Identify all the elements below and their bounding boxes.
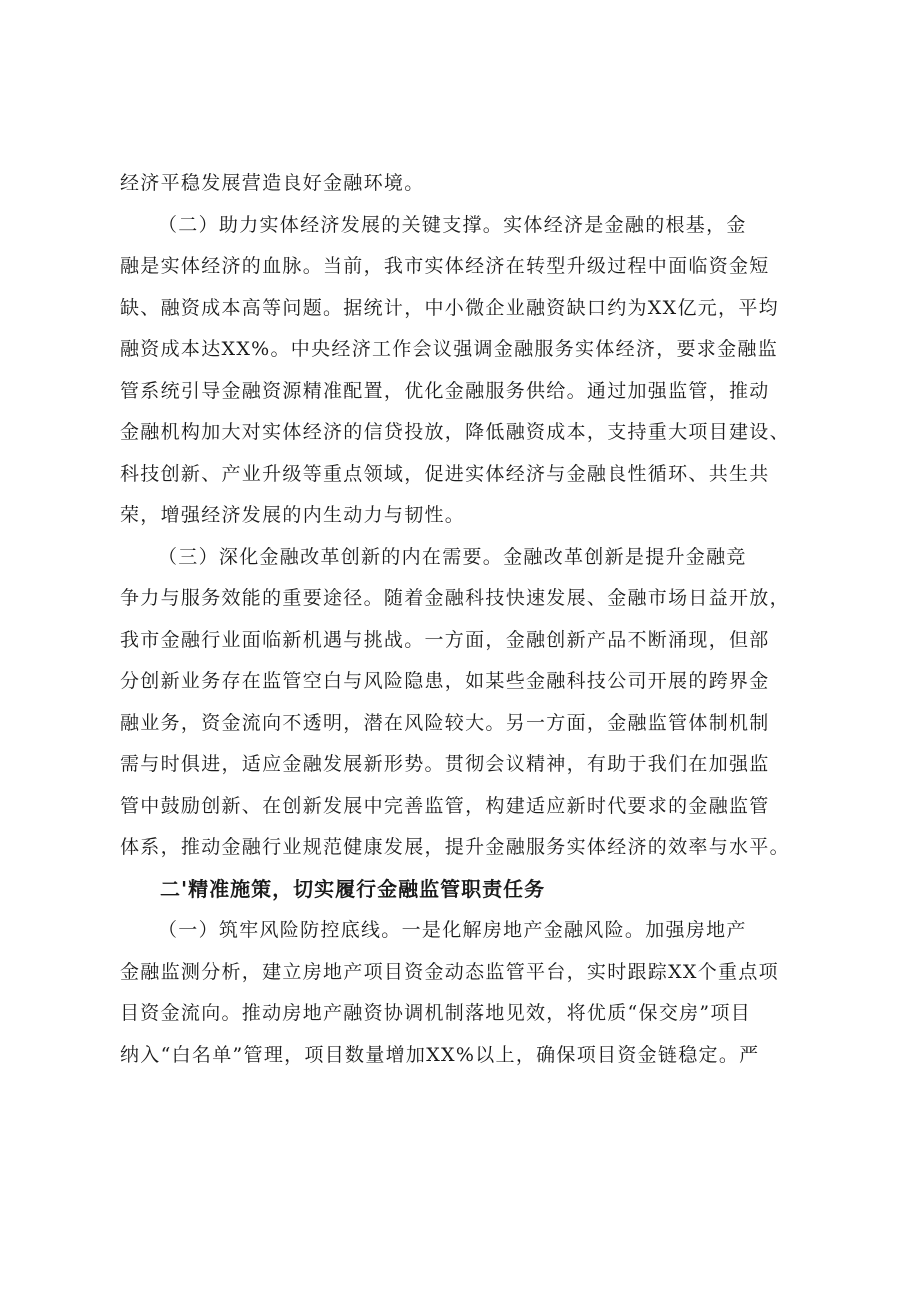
text-line: 争力与服务效能的重要途径。随着金融科技快速发展、金融市场日益开放，	[120, 587, 790, 609]
text-line: 融是实体经济的血脉。当前，我市实体经济在转型升级过程中面临资金短	[120, 255, 770, 277]
text-line: 科技创新、产业升级等重点领域，促进实体经济与金融良性循环、共生共	[120, 462, 770, 485]
text-line: （二）助力实体经济发展的关键支撑。实体经济是金融的根基，金	[158, 213, 747, 236]
text-line: 金融机构加大对实体经济的信贷投放，降低融资成本，支持重大项目建设、	[120, 421, 790, 443]
text-line: 我市金融行业面临新机遇与挑战。一方面，金融创新产品不断涌现，但部	[120, 628, 770, 651]
text-line: 管中鼓励创新、在创新发展中完善监管，构建适应新时代要求的金融监管	[120, 794, 770, 817]
paragraph-block-1	[120, 163, 820, 869]
section-heading: 二'精准施策，切实履行金融监管职责任务	[160, 876, 546, 901]
text-line: （一）筑牢风险防控底线。一是化解房地产金融风险。加强房地产	[158, 919, 747, 941]
text-line: 纳入“白名单”管理，项目数量增加XX%以上，确保项目资金链稳定。严	[120, 1043, 760, 1066]
text-line: 体系，推动金融行业规范健康发展，提升金融服务实体经济的效率与水平。	[120, 836, 790, 858]
text-line: 融业务，资金流向不透明，潜在风险较大。另一方面，金融监管体制机制	[120, 711, 770, 734]
text-line: 需与时俱进，适应金融发展新形势。贯彻会议精神，有助于我们在加强监	[120, 753, 770, 775]
text-line: 荣，增强经济发展的内生动力与韧性。	[120, 504, 466, 526]
text-line: 目资金流向。推动房地产融资协调机制落地见效，将优质“保交房”项目	[120, 1002, 752, 1024]
text-line: 缺、融资成本高等问题。据统计，中小微企业融资缺口约为XX亿元，平均	[120, 296, 779, 319]
document-body	[120, 163, 820, 1076]
text-line: 金融监测分析，建立房地产项目资金动态监管平台，实时跟踪XX个重点项	[120, 960, 779, 983]
text-line: 经济平稳发展营造良好金融环境。	[120, 172, 425, 194]
text-line: （三）深化金融改革创新的内在需要。金融改革创新是提升金融竞	[158, 545, 747, 568]
paragraph-block-2	[120, 910, 820, 1076]
text-line: 管系统引导金融资源精准配置，优化金融服务供给。通过加强监管，推动	[120, 379, 770, 402]
text-line: 融资成本达XX%。中央经济工作会议强调金融服务实体经济，要求金融监	[120, 338, 779, 360]
text-line: 分创新业务存在监管空白与风险隐患，如某些金融科技公司开展的跨界金	[120, 670, 770, 692]
